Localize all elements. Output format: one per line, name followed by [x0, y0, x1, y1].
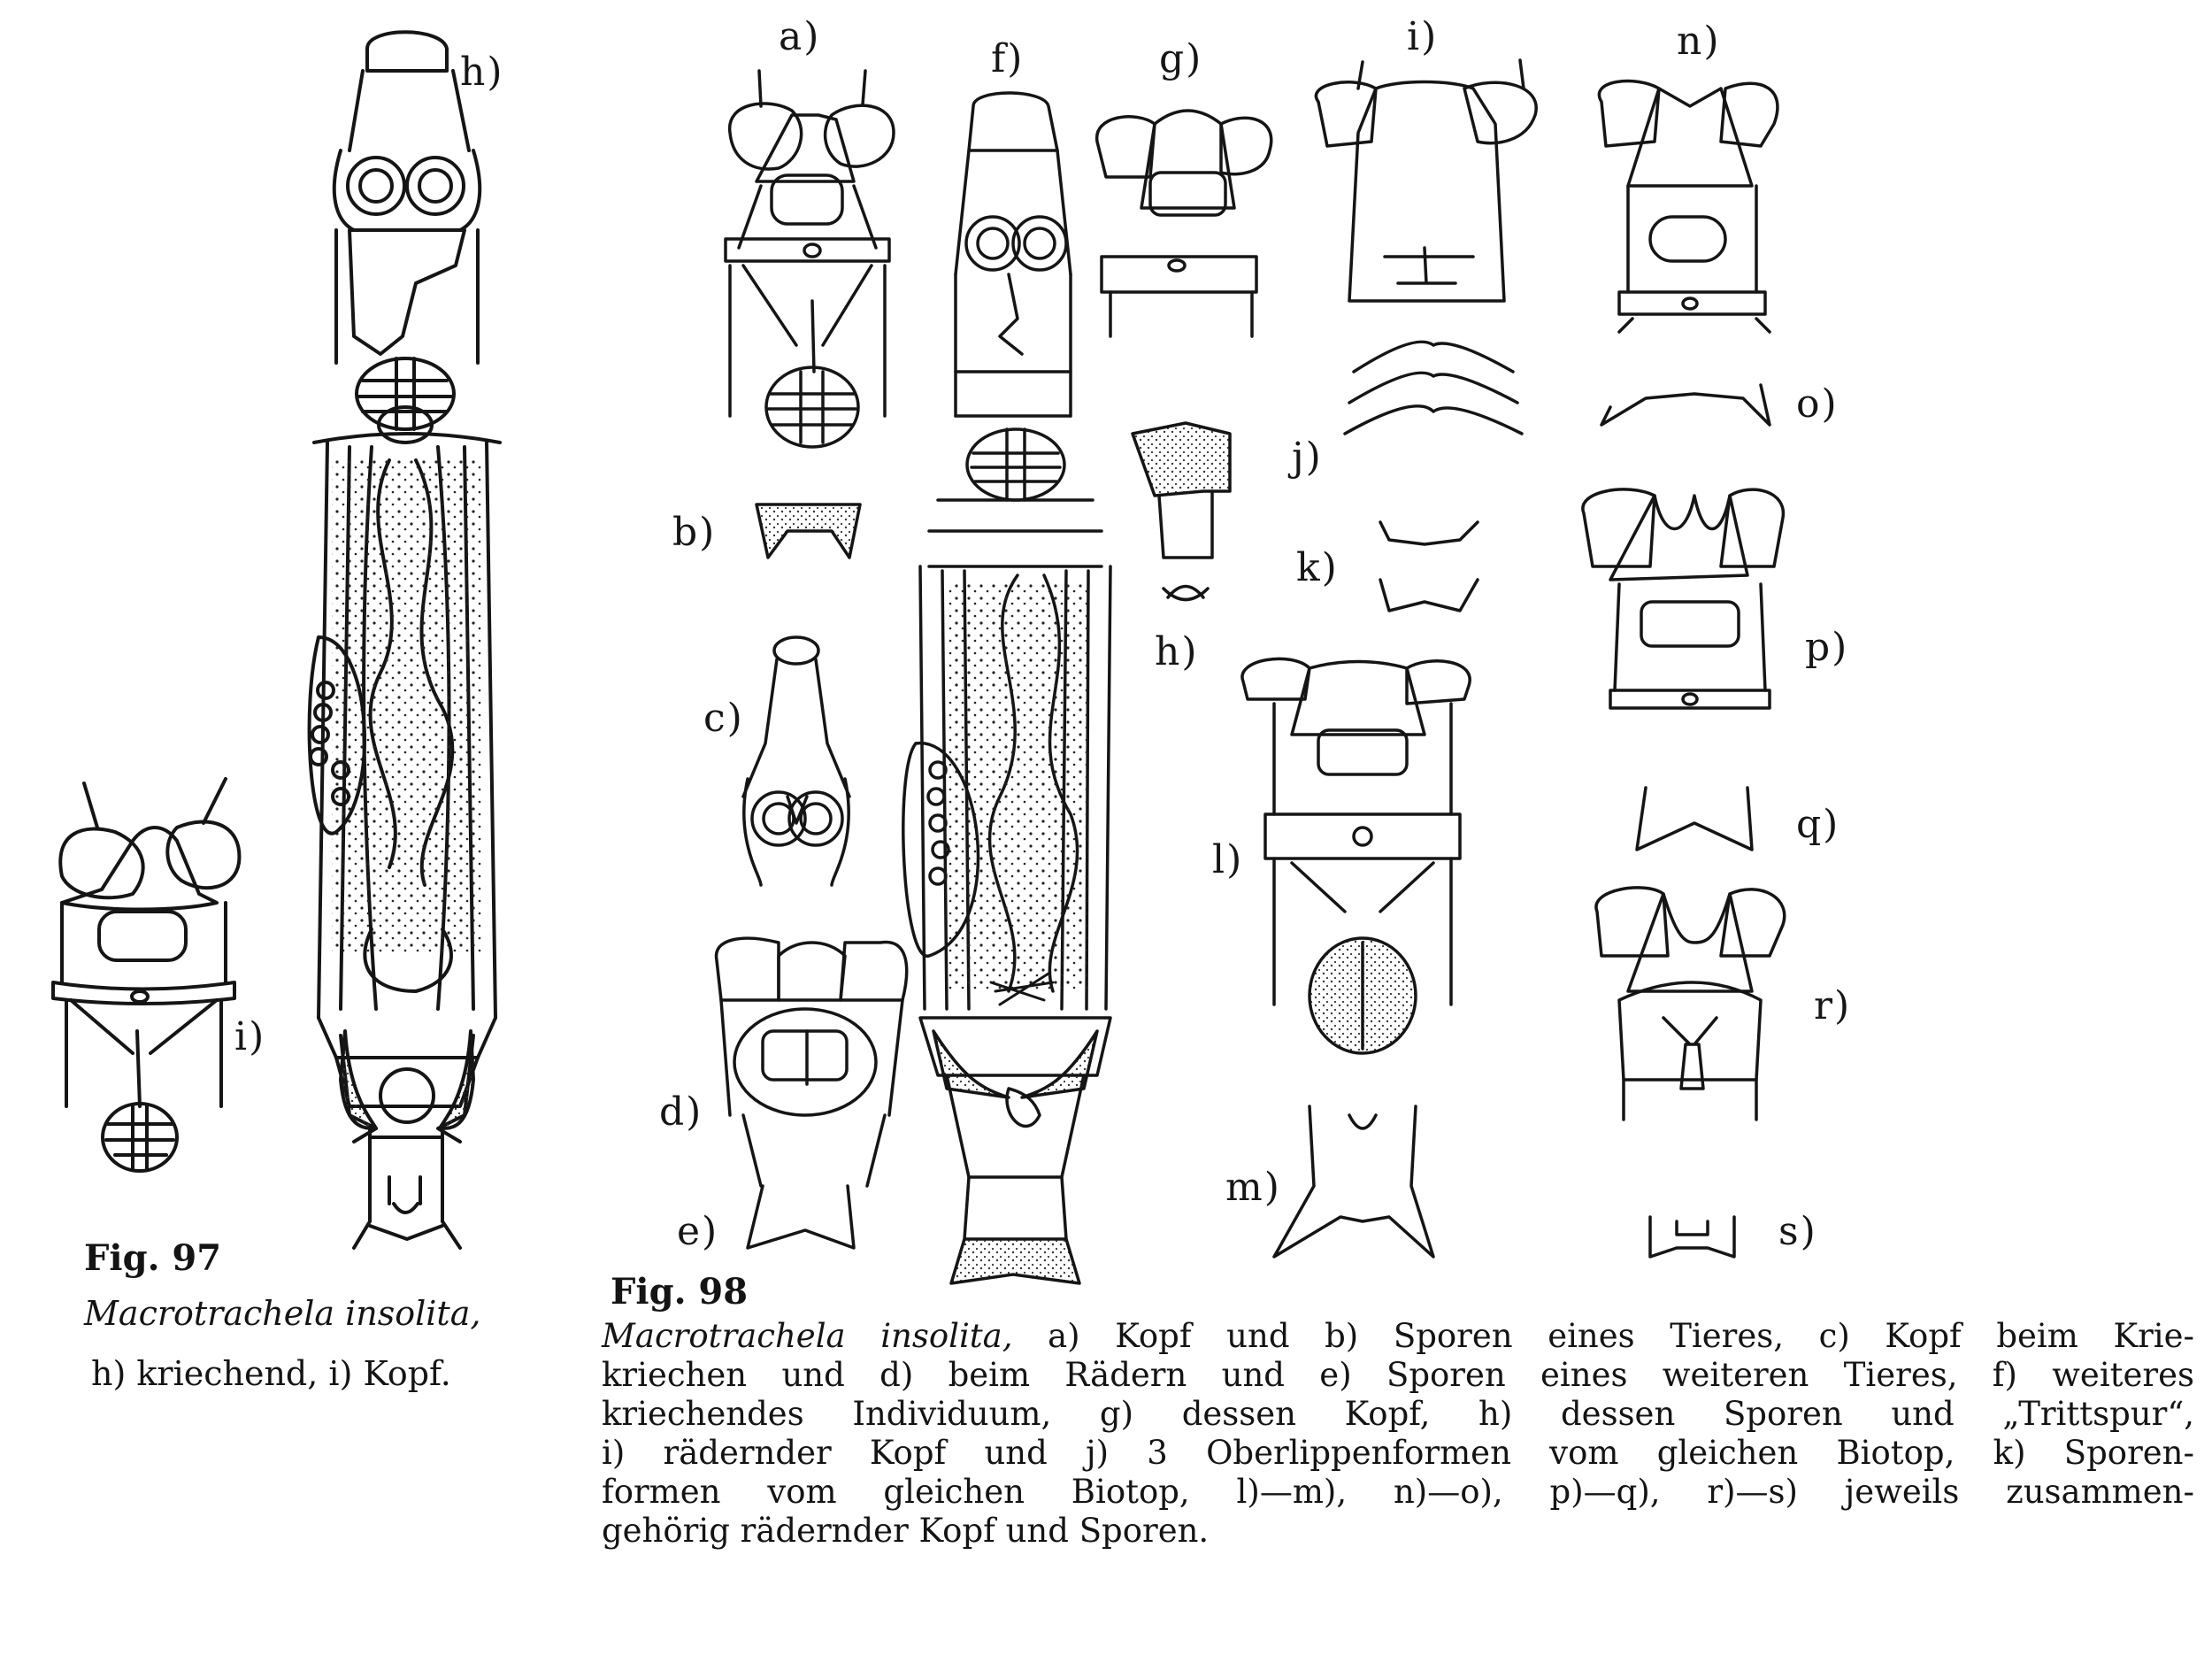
- fig98-e-drawing: [748, 1186, 854, 1248]
- label-m: m): [1225, 1165, 1281, 1210]
- fig97-species: Macrotrachela insolita,: [84, 1294, 481, 1333]
- label-l: l): [1212, 837, 1244, 882]
- fig98-c-drawing: [743, 637, 849, 885]
- fig98-d-drawing: [717, 938, 907, 1186]
- label-fig97-h: h): [460, 50, 504, 95]
- fig98-caption-line-3: kriechendes Individuum, g) dessen Kopf, h) dessen Sporen und „Trittspur“,: [602, 1395, 2194, 1433]
- fig98-caption-line-6: gehörig rädernder Kopf und Sporen.: [602, 1512, 1210, 1550]
- fig98-g-drawing: [1097, 111, 1271, 336]
- label-r: r): [1814, 983, 1852, 1028]
- fig98-l-drawing: [1242, 658, 1470, 1053]
- label-g: g): [1159, 36, 1203, 81]
- fig97-i-drawing: [53, 779, 239, 1171]
- label-j: j): [1292, 435, 1323, 480]
- fig98-number: Fig. 98: [611, 1271, 749, 1313]
- label-c: c): [703, 696, 744, 741]
- fig98-o-drawing: [1601, 385, 1770, 425]
- label-k: k): [1296, 545, 1339, 590]
- fig98-h-drawing: [1133, 423, 1230, 600]
- fig98-r-drawing: [1596, 888, 1785, 1120]
- fig98-line-1-text: a) Kopf und b) Sporen eines Tieres, c) Kopf beim Krie-: [1012, 1317, 2195, 1355]
- fig98-caption-line-2: kriechen und d) beim Rädern und e) Sporen eines weiteren Tieres, f) weiteres: [602, 1356, 2194, 1394]
- label-o: o): [1796, 381, 1839, 427]
- fig98-species: Macrotrachela insolita,: [602, 1317, 1013, 1355]
- fig98-j-drawing: [1345, 342, 1522, 434]
- label-a: a): [779, 14, 821, 59]
- label-s: s): [1778, 1209, 1817, 1254]
- fig98-caption-text: [602, 1317, 2194, 1551]
- fig98-f-drawing: [903, 93, 1110, 1283]
- fig97-description: h) kriechend, i) Kopf.: [91, 1354, 451, 1393]
- label-h: h): [1155, 629, 1199, 674]
- label-e: e): [677, 1209, 719, 1254]
- label-q: q): [1796, 802, 1840, 847]
- fig98-caption-line-5: formen vom gleichen Biotop, l)—m), n)—o), p)—q), r)—s) jeweils zusammen-: [602, 1473, 2194, 1511]
- label-i: i): [1407, 14, 1439, 59]
- fig98-caption-line-4: i) rädernder Kopf und j) 3 Oberlippenformen vom gleichen Biotop, k) Sporen-: [602, 1434, 2194, 1472]
- fig98-caption-line-1: [602, 1317, 2194, 1356]
- fig97-number: Fig. 97: [84, 1237, 222, 1279]
- label-n: n): [1677, 19, 1721, 64]
- label-fig97-i: i): [234, 1014, 266, 1059]
- fig98-b-drawing: [757, 504, 860, 558]
- fig98-n-drawing: [1599, 81, 1777, 332]
- fig98-k-drawing: [1380, 522, 1478, 611]
- fig98-i-drawing: [1316, 60, 1536, 301]
- fig98-q-drawing: [1637, 788, 1752, 850]
- label-b: b): [672, 510, 717, 555]
- fig98-m-drawing: [1274, 1106, 1433, 1257]
- fig98-a-drawing: [726, 71, 894, 447]
- fig98-p-drawing: [1583, 489, 1784, 708]
- label-f: f): [991, 36, 1025, 81]
- fig97-h-drawing: [310, 32, 500, 1248]
- label-d: d): [659, 1089, 703, 1135]
- label-p: p): [1805, 625, 1849, 670]
- fig98-s-drawing: [1650, 1217, 1734, 1257]
